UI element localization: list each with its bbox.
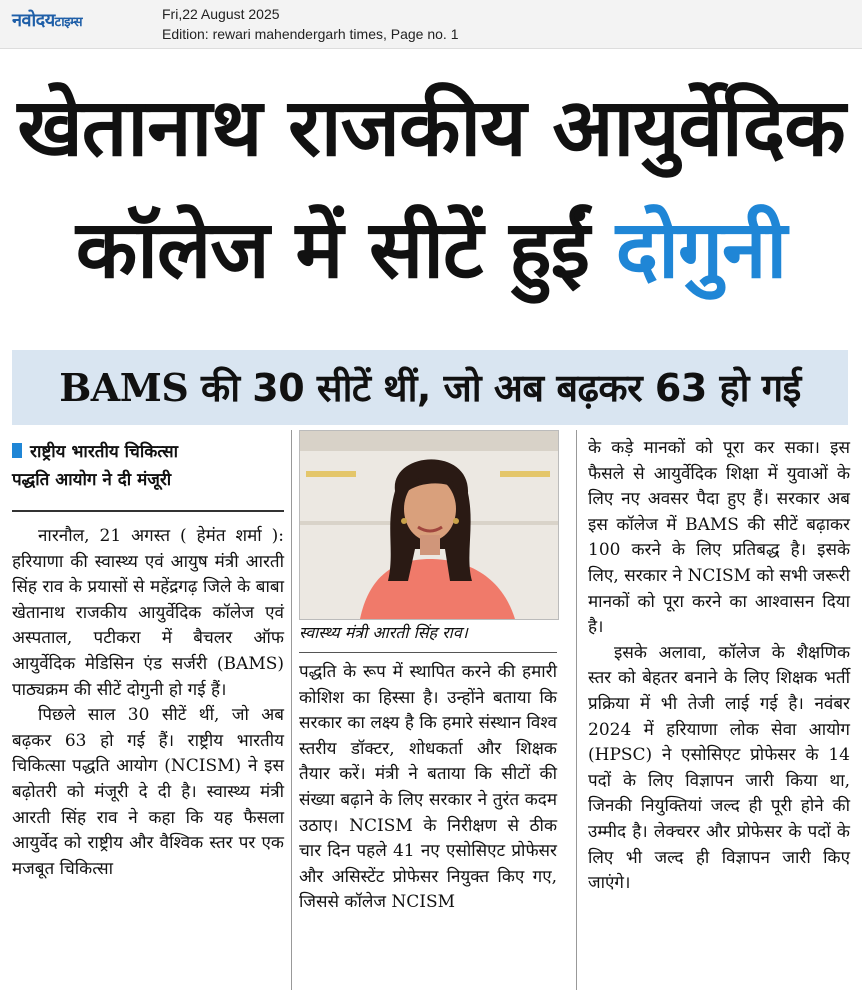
column-divider xyxy=(291,430,292,990)
edition-name: Edition: rewari mahendergarh times, Page no. 1 xyxy=(162,26,459,42)
portrait-image xyxy=(300,431,558,619)
photo-caption: स्वास्थ्य मंत्री आरती सिंह राव। xyxy=(299,623,468,642)
article-column-1 xyxy=(12,524,284,882)
article-column-3 xyxy=(588,436,850,897)
kicker xyxy=(12,438,282,494)
headline-line-2-plain: कॉलेज में सीटें हुईं xyxy=(75,203,589,296)
subheadline-band xyxy=(12,350,848,425)
logo-main: नवोदय xyxy=(12,10,55,31)
kicker-line-1-text: राष्ट्रीय भारतीय चिकित्सा xyxy=(30,442,179,462)
subheadline-text: की 30 सीटें थीं, जो अब बढ़कर 63 हो गई xyxy=(201,366,801,410)
kicker-line-2: पद्धति आयोग ने दी मंजूरी xyxy=(12,470,172,490)
headline-line-1: खेतानाथ राजकीय आयुर्वेदिक xyxy=(17,81,845,174)
article-paragraph: के कड़े मानकों को पूरा कर सका। इस फैसले से आयुर्वेदिक शिक्षा में युवाओं के लिए नए अवसर पैदा हुए हैं। सरकार अब इस कॉलेज में BAMS की सीटें बढ़ाकर 100 करने के लिए प्रतिबद्ध है। इसके लिए, सरकार ने NCISM को सभी जरूरी मानकों को पूरा करने का आश्वासन दिया है। xyxy=(588,438,850,638)
article-paragraph: इसके अलावा, कॉलेज के शैक्षणिक स्तर को बेहतर बनाने के लिए शिक्षक भर्ती प्रक्रिया में भी तेजी लाई गई है। नवंबर 2024 में हरियाणा लोक सेवा आयोग (HPSC) ने एसोसिएट प्रोफेसर के 14 पदों के लिए विज्ञापन जारी किया था, जिनकी नियुक्तियां जल्द ही पूरी होने की उम्मीद है। लेक्चरर और प्रोफेसर के पदों के लिए भी जल्द ही विज्ञापन जारी किए जाएंगे। xyxy=(588,642,850,894)
article-paragraph: पद्धति के रूप में स्थापित करने की हमारी कोशिश का हिस्सा है। उन्होंने बताया कि सरकार का लक्ष्य है कि हमारे संस्थान विश्व स्तरीय डॉक्टर, शोधकर्ता और शिक्षक तैयार करें। मंत्री ने बताया कि सीटों की संख्या बढ़ाने के लिए सरकार ने तुरंत कदम उठाए। NCISM के निरीक्षण से ठीक चार दिन पहले 41 नए एसोसिएट प्रोफेसर और असिस्टेंट प्रोफेसर नियुक्त किए गए, जिससे कॉलेज NCISM xyxy=(299,662,557,913)
subheadline-bams: BAMS xyxy=(59,365,189,410)
logo-sub: टाइम्स xyxy=(54,15,82,30)
kicker-divider xyxy=(12,510,284,512)
article-paragraph: पिछले साल 30 सीटें थीं, जो अब बढ़कर 63 हो गई हैं। राष्ट्रीय भारतीय चिकित्सा पद्धति आयोग (NCISM) ने इस बढ़ोतरी को मंजूरी दे दी है। स्वास्थ्य मंत्री आरती सिंह राव ने कहा कि यह फैसला आयुर्वेद को राष्ट्रीय और वैश्विक स्तर पर एक मजबूत चिकित्सा xyxy=(12,705,284,879)
kicker-line-1 xyxy=(12,438,282,466)
column-divider xyxy=(576,430,577,990)
caption-divider xyxy=(299,652,557,653)
article-column-2 xyxy=(299,660,557,916)
edition-info xyxy=(162,4,459,44)
headline-accent-word: दोगुनी xyxy=(615,203,787,296)
subheadline xyxy=(12,350,848,426)
square-bullet-icon xyxy=(12,443,22,458)
minister-photo[interactable] xyxy=(299,430,559,620)
headline-line-2 xyxy=(0,180,862,320)
article-paragraph: नारनौल, 21 अगस्त ( हेमंत शर्मा ): हरियाणा की स्वास्थ्य एवं आयुष मंत्री आरती सिंह राव के प्रयासों से महेंद्रगढ़ जिले के बाबा खेतानाथ राजकीय आयुर्वेदिक कॉलेज एवं अस्पताल, पटीकरा में बैचलर ऑफ आयुर्वेदिक मेडिसिन एंड सर्जरी (BAMS) पाठ्यक्रम की सीटें दोगुनी हो गई हैं। xyxy=(12,526,284,700)
edition-date: Fri,22 August 2025 xyxy=(162,6,280,22)
newspaper-logo[interactable] xyxy=(12,8,82,32)
masthead-bar xyxy=(0,0,862,49)
